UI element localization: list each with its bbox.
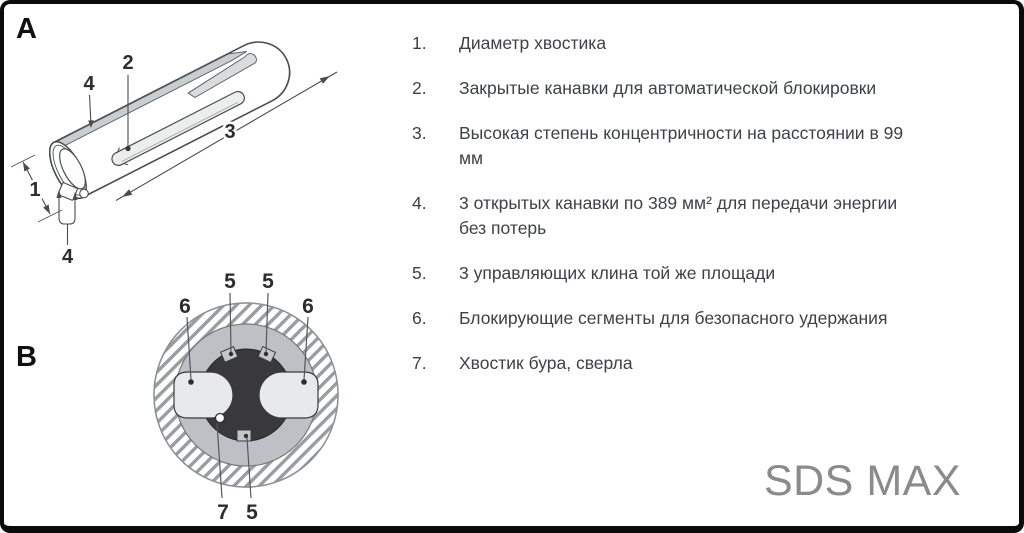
leader-4-top (90, 95, 91, 121)
diagram-a-shank-view (11, 13, 337, 268)
callout-2: 2 (122, 52, 134, 74)
leader-5b-dot (244, 434, 248, 438)
callout-1: 1 (29, 179, 41, 201)
list-item (412, 76, 972, 101)
list-item-number: 2. (412, 78, 427, 98)
list-item-text: 3 управляющих клина той же площади (459, 263, 776, 283)
technical-diagrams (4, 4, 404, 533)
callout-6-right: 6 (302, 295, 314, 318)
locking-segment-right (259, 372, 318, 418)
callout-4-top: 4 (83, 73, 95, 95)
cross-section (154, 303, 338, 487)
list-item (412, 121, 972, 171)
shank-hole (216, 414, 225, 423)
list-item-number: 3. (412, 123, 427, 143)
list-item-number: 1. (412, 33, 427, 53)
shank-cylinder (42, 31, 300, 203)
locking-segment-left (174, 372, 233, 418)
leader-6r-dot (301, 379, 307, 385)
brand-sds-max: SDS MAX (763, 457, 961, 505)
list-item (412, 261, 972, 286)
list-item-number: 5. (412, 263, 427, 283)
view-b-label: B (16, 341, 37, 373)
dim-1-ext-bottom (38, 210, 62, 222)
leader-4-bottom (59, 198, 75, 246)
list-item-text: Закрытые канавки для автоматической блокировки (459, 78, 877, 98)
dim-1-arrow-top (23, 162, 30, 172)
list-item-number: 7. (412, 353, 427, 373)
leader-5tl-dot (229, 352, 233, 356)
callout-5-top-left: 5 (224, 270, 236, 293)
view-a-label: A (16, 13, 37, 45)
leader-2-dot (125, 146, 130, 151)
leader-5tr-dot (264, 352, 268, 356)
diagram-b-cross-section (16, 270, 338, 524)
list-item-text: 3 открытых канавки по 389 мм² для передачи энергии без потерь (459, 193, 898, 238)
callout-3: 3 (224, 121, 236, 143)
list-item-number: 4. (412, 193, 427, 213)
list-item-text: Блокирующие сегменты для безопасного удержания (459, 308, 888, 328)
bottom-groove-hole (80, 189, 89, 198)
list-item-text: Диаметр хвостика (459, 33, 607, 53)
list-item-text: Высокая степень концентричности на расстоянии в 99 мм (459, 123, 904, 168)
dim-1-ext-top (11, 155, 35, 167)
list-item-text: Хвостик бура, сверла (459, 353, 633, 373)
list-item (412, 31, 972, 56)
list-item (412, 191, 972, 241)
list-item (412, 351, 972, 376)
callout-6-left: 6 (179, 295, 191, 318)
feature-list (412, 31, 972, 396)
callout-4-bottom: 4 (61, 246, 74, 268)
dim-3-arrow-left (122, 189, 132, 197)
dim-1-arrow-bottom (43, 205, 50, 215)
list-item-number: 6. (412, 308, 427, 328)
callout-7: 7 (217, 501, 229, 524)
leader-6l-dot (188, 379, 194, 385)
callout-5-bottom: 5 (246, 501, 258, 524)
dim-3-arrow-right (320, 76, 330, 84)
callout-5-top-right: 5 (262, 270, 274, 293)
list-item (412, 306, 972, 331)
